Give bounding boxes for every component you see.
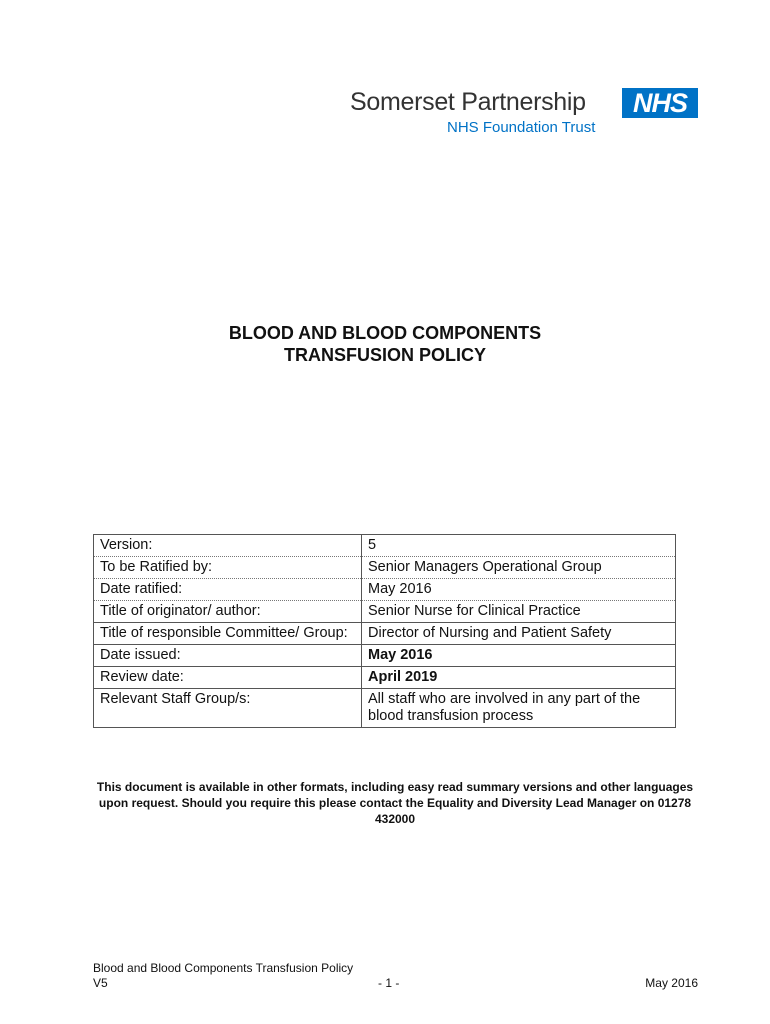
title-line-2: TRANSFUSION POLICY	[283, 345, 486, 365]
table-row	[94, 601, 676, 623]
nhs-badge: NHS	[622, 88, 698, 118]
row-label: Title of responsible Committee/ Group:	[94, 623, 362, 645]
row-label: Version:	[94, 535, 362, 557]
row-label: Relevant Staff Group/s:	[94, 689, 362, 728]
table-row	[94, 623, 676, 645]
accessibility-notice: This document is available in other formats, including easy read summary versions and other languages upon request. Should you require this please contact the Equality and Diversity Lead Manager on 01278 432000	[96, 780, 694, 826]
row-value: Director of Nursing and Patient Safety	[362, 623, 676, 645]
table-row	[94, 557, 676, 579]
document-info-table	[93, 534, 676, 728]
row-value: April 2019	[362, 667, 676, 689]
table-row	[94, 689, 676, 728]
footer-version: V5	[93, 976, 108, 990]
row-value: Senior Nurse for Clinical Practice	[362, 601, 676, 623]
row-label: Review date:	[94, 667, 362, 689]
table-row	[94, 535, 676, 557]
table-row	[94, 645, 676, 667]
row-value: 5	[362, 535, 676, 557]
table-row	[94, 667, 676, 689]
row-value: May 2016	[362, 645, 676, 667]
footer-date: May 2016	[645, 976, 698, 990]
footer-document-name: Blood and Blood Components Transfusion Policy	[93, 961, 354, 975]
row-value: Senior Managers Operational Group	[362, 557, 676, 579]
logo-org-subtitle: NHS Foundation Trust	[447, 119, 596, 136]
row-label: To be Ratified by:	[94, 557, 362, 579]
row-value: All staff who are involved in any part of the blood transfusion process	[362, 689, 676, 728]
row-label: Date ratified:	[94, 579, 362, 601]
organization-logo	[350, 87, 700, 139]
row-label: Date issued:	[94, 645, 362, 667]
document-title	[0, 322, 770, 366]
title-line-1: BLOOD AND BLOOD COMPONENTS	[228, 323, 542, 343]
table-row	[94, 579, 676, 601]
footer-page-number: - 1 -	[378, 976, 400, 990]
logo-org-name: Somerset Partnership	[350, 88, 586, 116]
row-value: May 2016	[362, 579, 676, 601]
row-label: Title of originator/ author:	[94, 601, 362, 623]
